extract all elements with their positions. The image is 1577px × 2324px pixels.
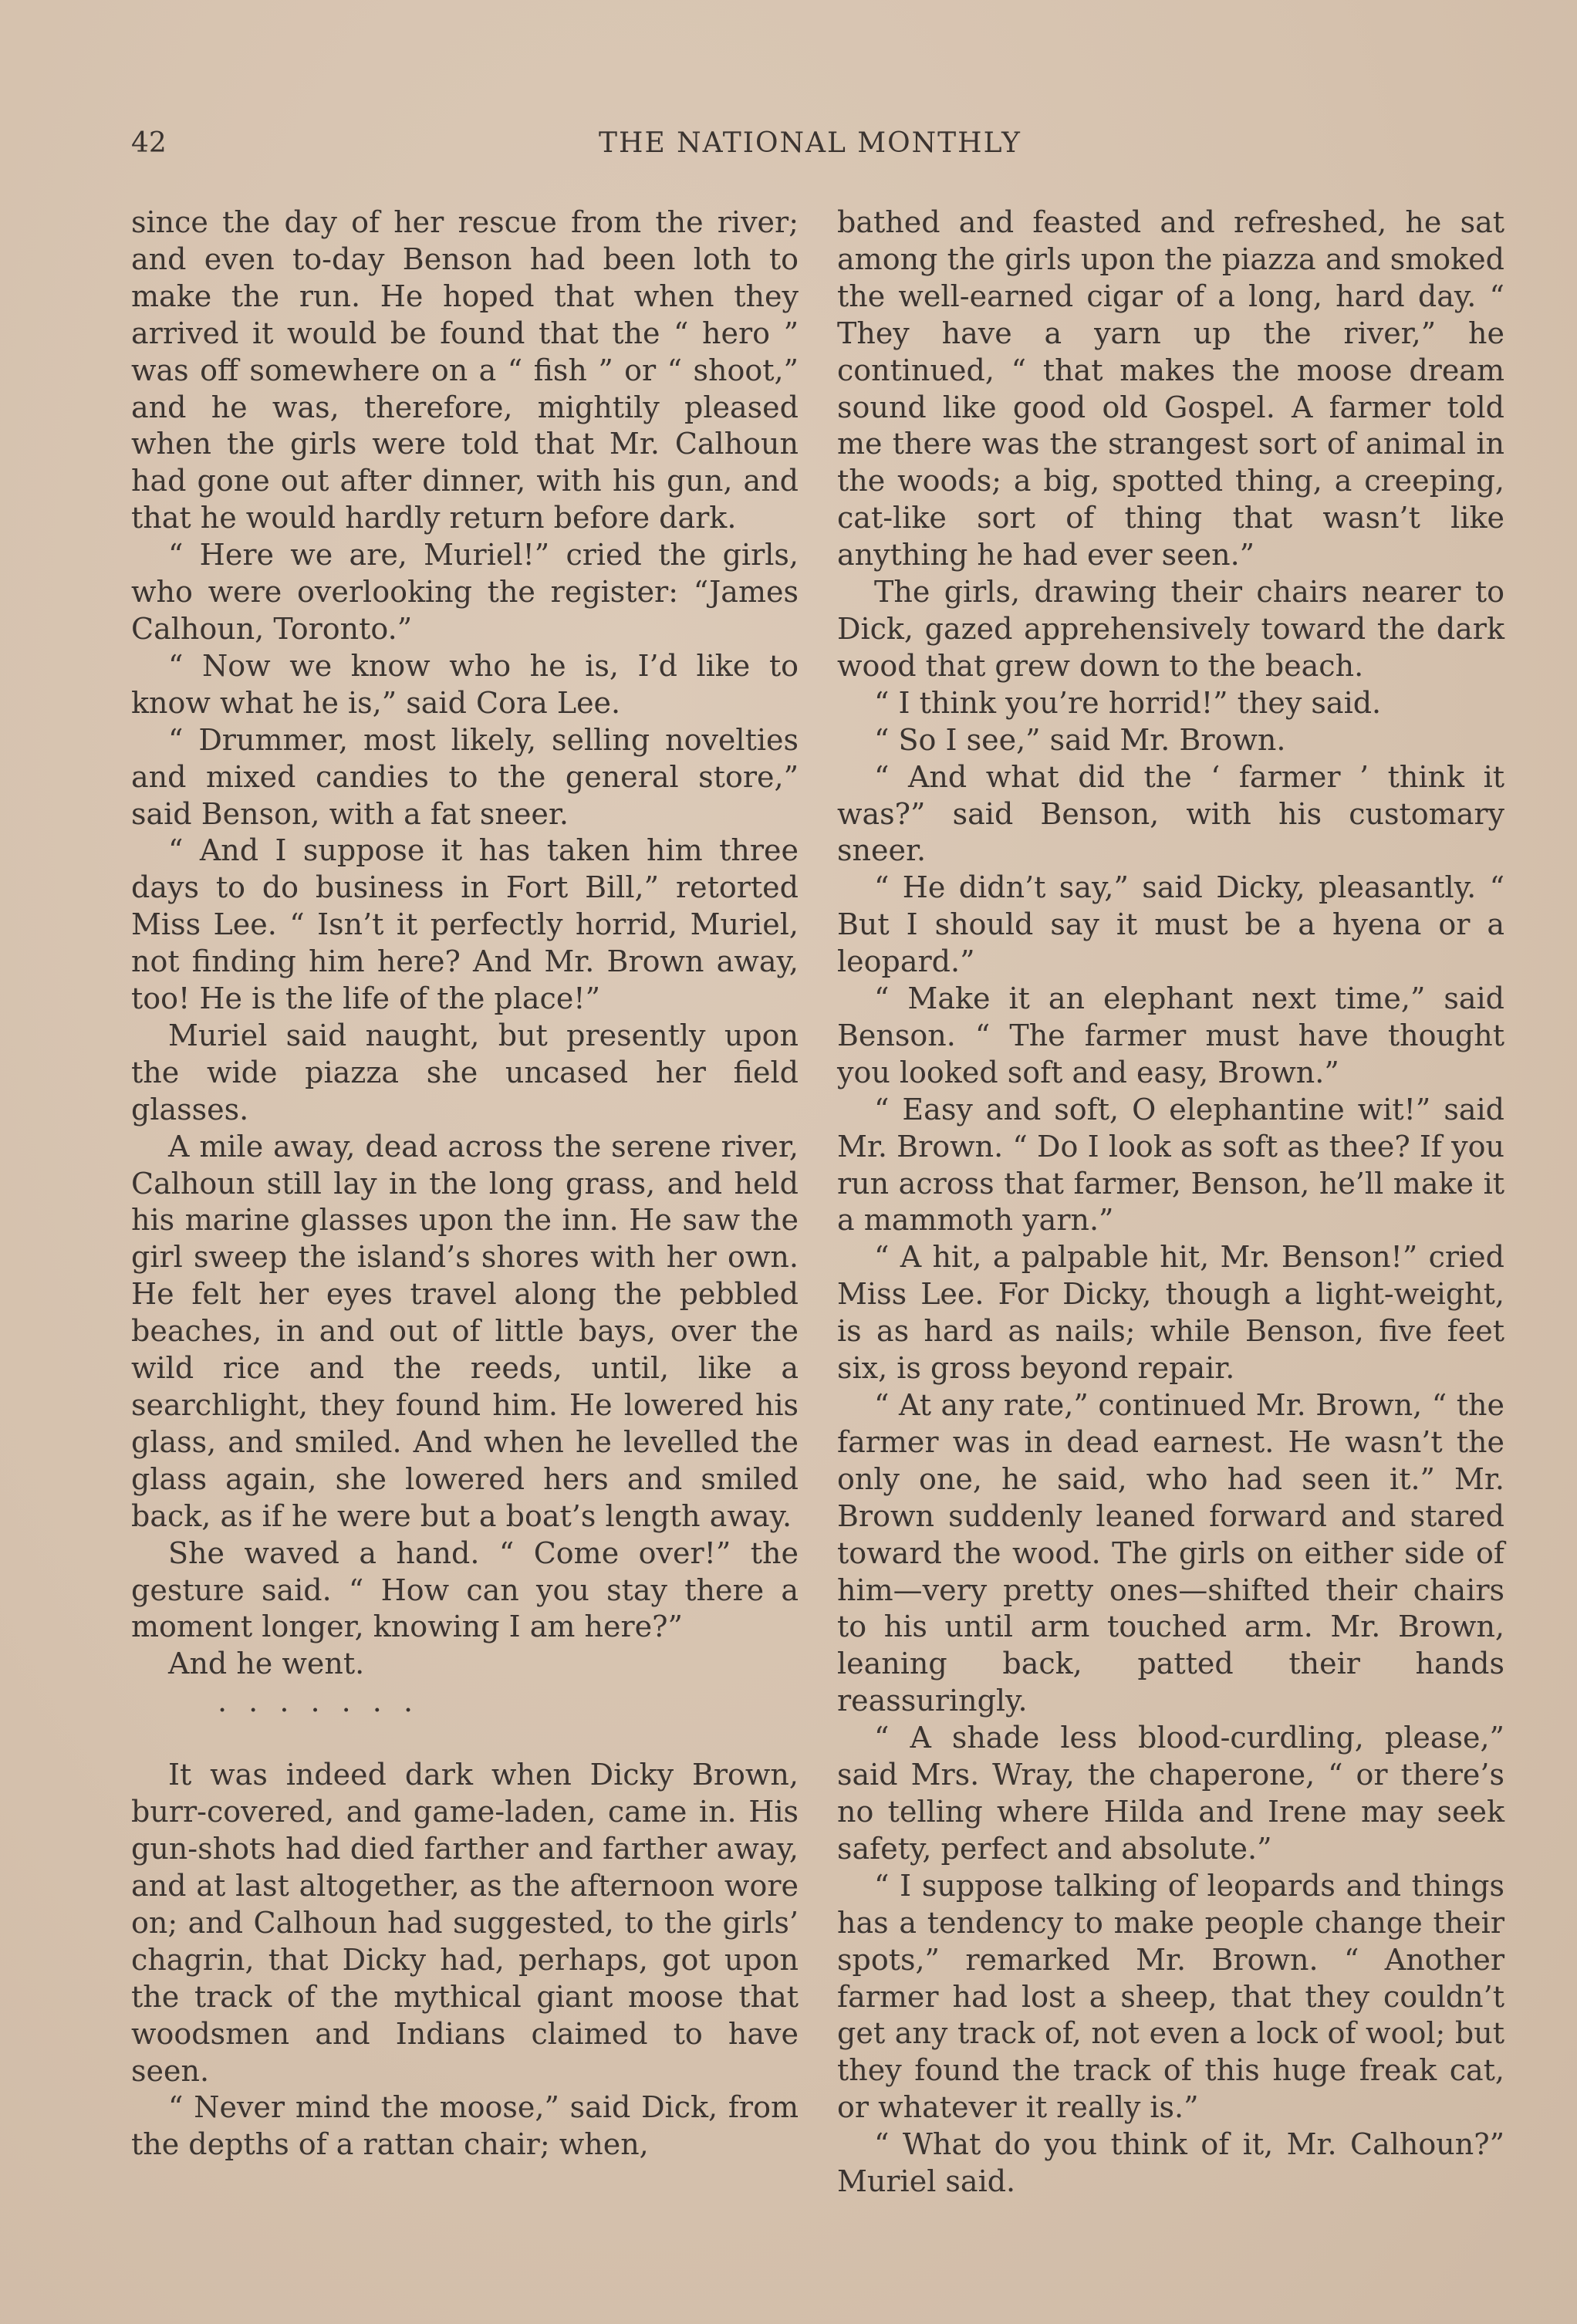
paragraph: bathed and feasted and refreshed, he sat among the girls upon the piazza and smoked the well-earned cigar of a long, hard day. “ They have a yarn up the river,” he continued, “ that makes the moose dream sound like good old Gospel. A farmer told me there was the strangest sort of animal in the woods; a big, spotted thing, a creeping, cat-like sort of thing that wasn’t like anything he had ever seen.” [837,205,1504,573]
paragraph: And he went. [168,1647,365,1681]
paragraph: A mile away, dead across the serene river, Calhoun still lay in the long grass, and held his marine glasses upon the inn. He saw the girl sweep the island’s shores with her own. He felt her eyes travel along the pebbled beaches, in and out of little bays, over the wild rice and the reeds, until, like a searchlight, they found him. He lowered his glass, and smiled. And when he levelled the glass again, she lowered hers and smiled back, as if he were but a boat’s length away. [131,1129,799,1533]
paragraph: It was indeed dark when Dicky Brown, burr-covered, and game-laden, came in. His gun-shots had died farther and farther away, and at last altogether, as the afternoon wore on; and Calhoun had suggested, to the girls’ chagrin, that Dicky had, perhaps, got upon the track of the mythical giant moose that woodsmen and Indians claimed to have seen. [131,1758,799,2088]
paragraph: “ He didn’t say,” said Dicky, pleasantly. “ But I should say it must be a hyena or a leopard.” [837,870,1504,979]
paragraph: “ Make it an elephant next time,” said Benson. “ The farmer must have thought you looked soft and easy, Brown.” [837,981,1504,1089]
paragraph: “ And what did the ‘ farmer ’ think it was?” said Benson, with his customary sneer. [837,759,1504,868]
paragraph: “ A shade less blood-curdling, please,” said Mrs. Wray, the chaperone, “ or there’s no telling where Hilda and Irene may seek safety, perfect and absolute.” [837,1721,1504,1866]
paragraph: “ So I see,” said Mr. Brown. [874,722,1286,757]
paragraph: since the day of her rescue from the river; and even to-day Benson had been loth to make the run. He hoped that when they arrived it would be found that the “ hero ” was off somewhere on a “ fish ” or “ shoot,” and he was, therefore, mightily pleased when the girls were told that Mr. Calhoun had gone out after dinner, with his gun, and that he would hardly return before dark. [131,205,799,535]
page-header [131,127,1489,174]
spacer [131,1720,799,1757]
paragraph: “ At any rate,” continued Mr. Brown, “ the farmer was in dead earnest. He wasn’t the only one, he said, who had seen it.” Mr. Brown suddenly leaned forward and stared toward the wood. The girls on either side of him—very pretty ones—shifted their chairs to his until arm touched arm. Mr. Brown, leaning back, patted their hands reassuringly. [837,1388,1504,1718]
paragraph: “ And I suppose it has taken him three days to do business in Fort Bill,” retorted Miss Lee. “ Isn’t it perfectly horrid, Muriel, not finding him here? And Mr. Brown away, too! He is the life of the place!” [131,833,799,1016]
paragraph: She waved a hand. “ Come over!” the gesture said. “ How can you stay there a moment longer, knowing I am here?” [131,1535,799,1644]
paragraph: The girls, drawing their chairs nearer to Dick, gazed apprehensively toward the dark wood that grew down to the beach. [837,575,1504,683]
paragraph: “ I think you’re horrid!” they said. [874,685,1382,720]
page-number: 42 [131,127,167,159]
right-column [837,204,1504,2201]
paragraph: “ I suppose talking of leopards and things has a tendency to make people change their spots,” remarked Mr. Brown. “ Another farmer had lost a sheep, that they couldn’t get any track of, not even a lock of wool; but they found the track of this huge freak cat, or whatever it really is.” [837,1868,1504,2125]
paragraph: Muriel said naught, but presently upon the wide piazza she uncased her field glasses. [131,1018,799,1127]
paragraph: “ A hit, a palpable hit, Mr. Benson!” cried Miss Lee. For Dicky, though a light-weight, is as hard as nails; while Benson, five feet six, is gross beyond repair. [837,1240,1504,1386]
paragraph: “ What do you think of it, Mr. Calhoun?” Muriel said. [837,2127,1504,2199]
paragraph: “ Now we know who he is, I’d like to know what he is,” said Cora Lee. [131,648,799,720]
running-title: THE NATIONAL MONTHLY [599,127,1022,159]
section-break: . . . . . . . [218,1684,420,1719]
paragraph: “ Never mind the moose,” said Dick, from the depths of a rattan chair; when, [131,2090,799,2162]
left-column [131,204,799,2164]
paragraph: “ Here we are, Muriel!” cried the girls, who were overlooking the register: “James Calhoun, Toronto.” [131,538,799,646]
paragraph: “ Drummer, most likely, selling novelties and mixed candies to the general store,” said Benson, with a fat sneer. [131,722,799,831]
paragraph: “ Easy and soft, O elephantine wit!” said Mr. Brown. “ Do I look as soft as thee? If you run across that farmer, Benson, he’ll make it a mammoth yarn.” [837,1092,1504,1238]
